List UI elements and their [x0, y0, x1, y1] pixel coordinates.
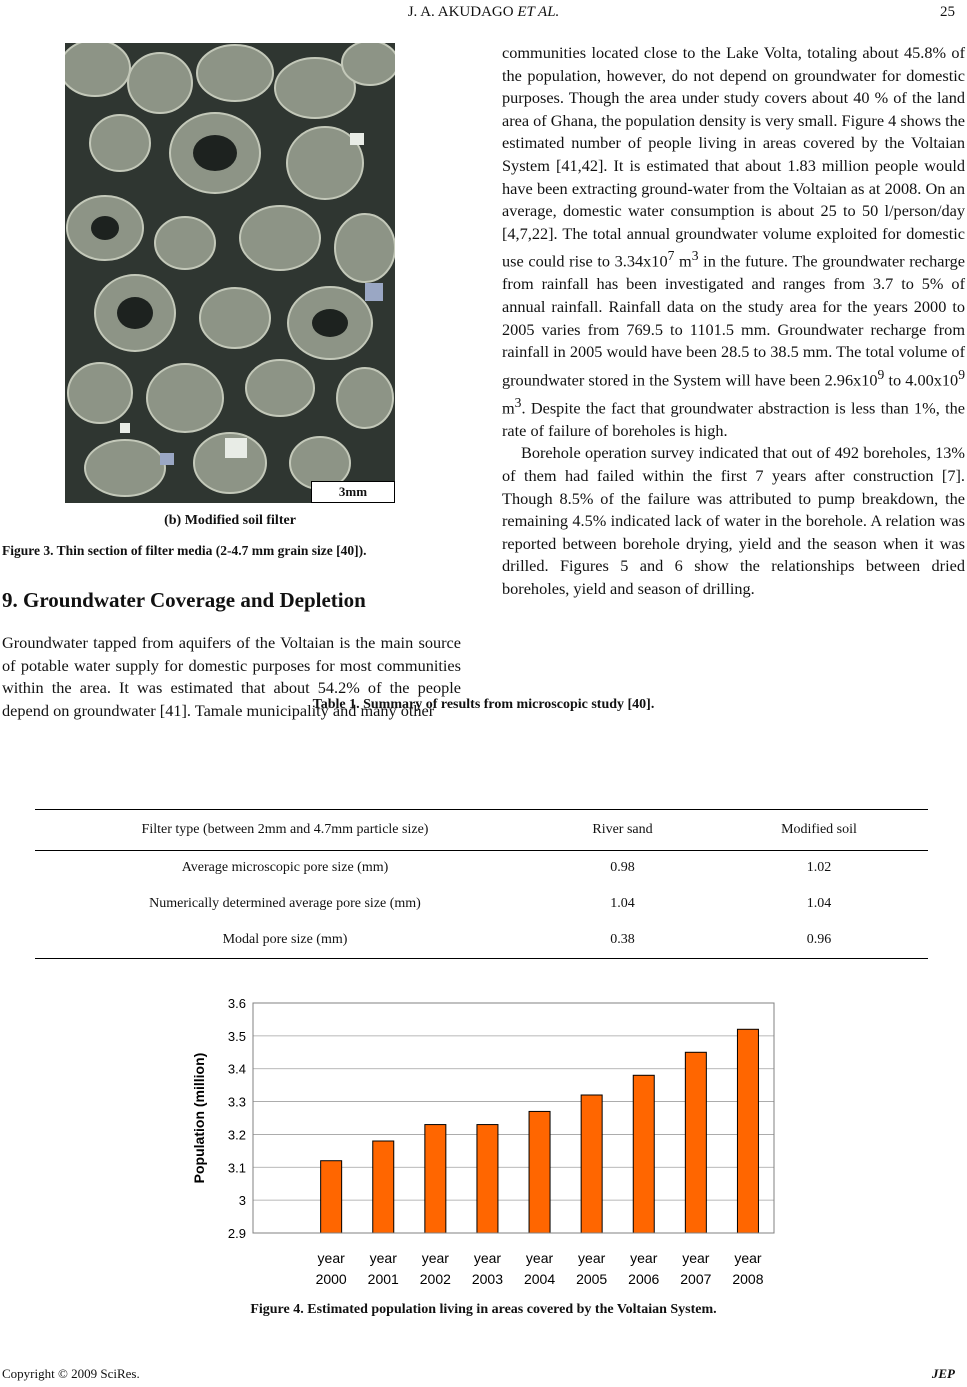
- superscript: 9: [877, 366, 885, 382]
- table-header-cell: River sand: [592, 821, 653, 837]
- y-tick-label: 3.3: [227, 1094, 246, 1110]
- text-run: . Despite the fact that groundwater abstraction is less than 1%, the rate of failure of boreholes is high.: [502, 398, 965, 440]
- x-tick-label: year: [421, 1250, 449, 1266]
- table-header-cell: Filter type (between 2mm and 4.7mm particle size): [141, 821, 429, 837]
- y-tick-label: 3.1: [227, 1160, 246, 1176]
- x-tick-label: 2003: [471, 1271, 504, 1287]
- table-header-row: [35, 809, 928, 850]
- text-run: communities located close to the Lake Volta, totaling about 45.8% of the population, however, do not depend on groundwater for domestic purposes. Though the area under study covers about 40 % of the land area of Ghana, the population density is very small. Figure 4 shows the estimated number of people living in areas covered by the Voltaian System [41,42]. It is estimated that about 1.83 million people would have been extracting ground-water from the Voltaian as at 2008. On an average, domestic water consumption is about 25 to 50 l/person/day [4,7,22]. The total annual groundwater volume exploited for domestic use could rise to 3.34x10: [502, 43, 966, 271]
- y-tick-label: 3.6: [227, 996, 246, 1011]
- x-tick-label: 2002: [419, 1271, 451, 1287]
- table1-caption: Table 1. Summary of results from microscopic study [40].: [312, 697, 655, 712]
- x-tick-label: year: [682, 1250, 710, 1266]
- table-cell: 0.96: [806, 932, 832, 947]
- footer-journal: JEP: [931, 1366, 955, 1381]
- y-tick-labels: [228, 996, 246, 1241]
- text-run: in the future. The groundwater recharge from rainfall has been investigated and ranges from 3.7 to 5% of annual rainfall. Rainfall data on the study area for the years 2000 to 2005 varies from 769.5 to 1101.5 mm. Groundwater recharge from rainfall in 2005 would have been 28.5 to 38.5 mm. The total volume of groundwater stored in the System will have been 2.96x10: [502, 251, 965, 390]
- bar: [425, 1125, 446, 1233]
- y-tick-label: 3.2: [227, 1127, 246, 1143]
- x-tick-label: 2006: [628, 1271, 660, 1287]
- right-column: [502, 42, 965, 601]
- table-row: [35, 850, 928, 886]
- table-cell: 1.02: [806, 860, 832, 875]
- x-tick-label: year: [578, 1250, 606, 1266]
- paragraph-right-2: Borehole operation survey indicated that out of 492 boreholes, 13% of them had failed within the first 7 years after construction [7]. Though 8.5% of the failure was attributed to pump breakdown, the remaining 4.5% indicated lack of water in the borehole. A relation was reported between borehole drying, yield and the season when it was drilled. Figures 5 and 6 show the relationships between dried boreholes, yield and season of drilling.: [502, 443, 965, 598]
- y-tick-label: 2.9: [227, 1226, 246, 1241]
- x-tick-label: year: [473, 1250, 502, 1266]
- x-tick-label: year: [630, 1250, 658, 1266]
- superscript: 7: [667, 248, 675, 264]
- table-cell: 0.98: [610, 860, 635, 875]
- superscript: 9: [958, 366, 965, 382]
- population-bar-chart: [180, 990, 790, 1290]
- scale-bar: 3mm: [311, 481, 395, 503]
- table-header-cell: Modified soil: [781, 821, 857, 837]
- micrograph-graphic: [65, 43, 395, 503]
- table-cell: Modal pore size (mm): [222, 932, 348, 947]
- chart-bars: [321, 1029, 759, 1233]
- table-cell: 1.04: [610, 896, 635, 911]
- y-axis-label: Population (million): [191, 1052, 207, 1184]
- figure3-caption: Figure 3. Thin section of filter media (2-4.7 mm grain size [40]).: [2, 543, 367, 558]
- bar: [685, 1052, 706, 1233]
- bar: [529, 1111, 550, 1233]
- table-bottom-rule: [35, 958, 928, 959]
- figure4-caption: Figure 4. Estimated population living in areas covered by the Voltaian System.: [250, 1302, 717, 1317]
- x-tick-label: year: [317, 1250, 345, 1266]
- table-row: [35, 886, 928, 922]
- x-tick-label: 2004: [523, 1271, 556, 1287]
- results-table: [35, 809, 928, 958]
- table-row: [35, 922, 928, 958]
- y-tick-label: 3.4: [227, 1061, 246, 1077]
- y-tick-label: 3.5: [227, 1028, 246, 1044]
- superscript: 3: [514, 394, 522, 410]
- running-header: [0, 4, 967, 21]
- bar: [321, 1161, 342, 1233]
- bar: [477, 1125, 498, 1233]
- bar: [633, 1075, 654, 1233]
- text-run: m: [502, 398, 515, 418]
- text-run: to 4.00x10: [884, 370, 959, 390]
- bar: [737, 1029, 758, 1233]
- x-tick-label: 2005: [576, 1271, 608, 1287]
- y-tick-label: 3: [238, 1193, 246, 1209]
- table-cell: 0.38: [610, 932, 635, 947]
- table-cell: Average microscopic pore size (mm): [181, 860, 389, 875]
- x-tick-label: 2000: [315, 1271, 347, 1287]
- x-tick-label: 2007: [680, 1271, 712, 1287]
- page-number: 25: [940, 4, 955, 20]
- x-tick-label: year: [369, 1250, 397, 1266]
- superscript: 3: [691, 248, 699, 264]
- bar: [373, 1141, 394, 1233]
- section-heading: 9. Groundwater Coverage and Depletion: [2, 588, 366, 612]
- bar: [581, 1095, 602, 1233]
- figure3-subcaption: (b) Modified soil filter: [164, 513, 296, 528]
- table-cell: Numerically determined average pore size (mm): [149, 896, 421, 911]
- table-cell: 1.04: [806, 896, 832, 911]
- x-tick-label: year: [525, 1250, 554, 1266]
- x-tick-label: year: [734, 1250, 762, 1266]
- paragraph-left: Groundwater tapped from aquifers of the Voltaian is the main source of potable water supply for domestic purposes for most communities within the area. It was estimated that about 54.2% of the people depend on groundwater [41]. Tamale municipality and many other: [2, 633, 461, 720]
- header-etal: ET AL.: [517, 4, 560, 20]
- x-tick-label: 2001: [367, 1271, 399, 1287]
- thin-section-micrograph: [65, 43, 395, 503]
- paragraph-right-1: [502, 42, 965, 442]
- header-authors: J. A. AKUDAGO: [407, 4, 514, 20]
- x-tick-label: 2008: [732, 1271, 764, 1287]
- x-tick-labels: [316, 1250, 764, 1287]
- footer-copyright: Copyright © 2009 SciRes.: [2, 1366, 140, 1381]
- text-run: m: [674, 251, 692, 271]
